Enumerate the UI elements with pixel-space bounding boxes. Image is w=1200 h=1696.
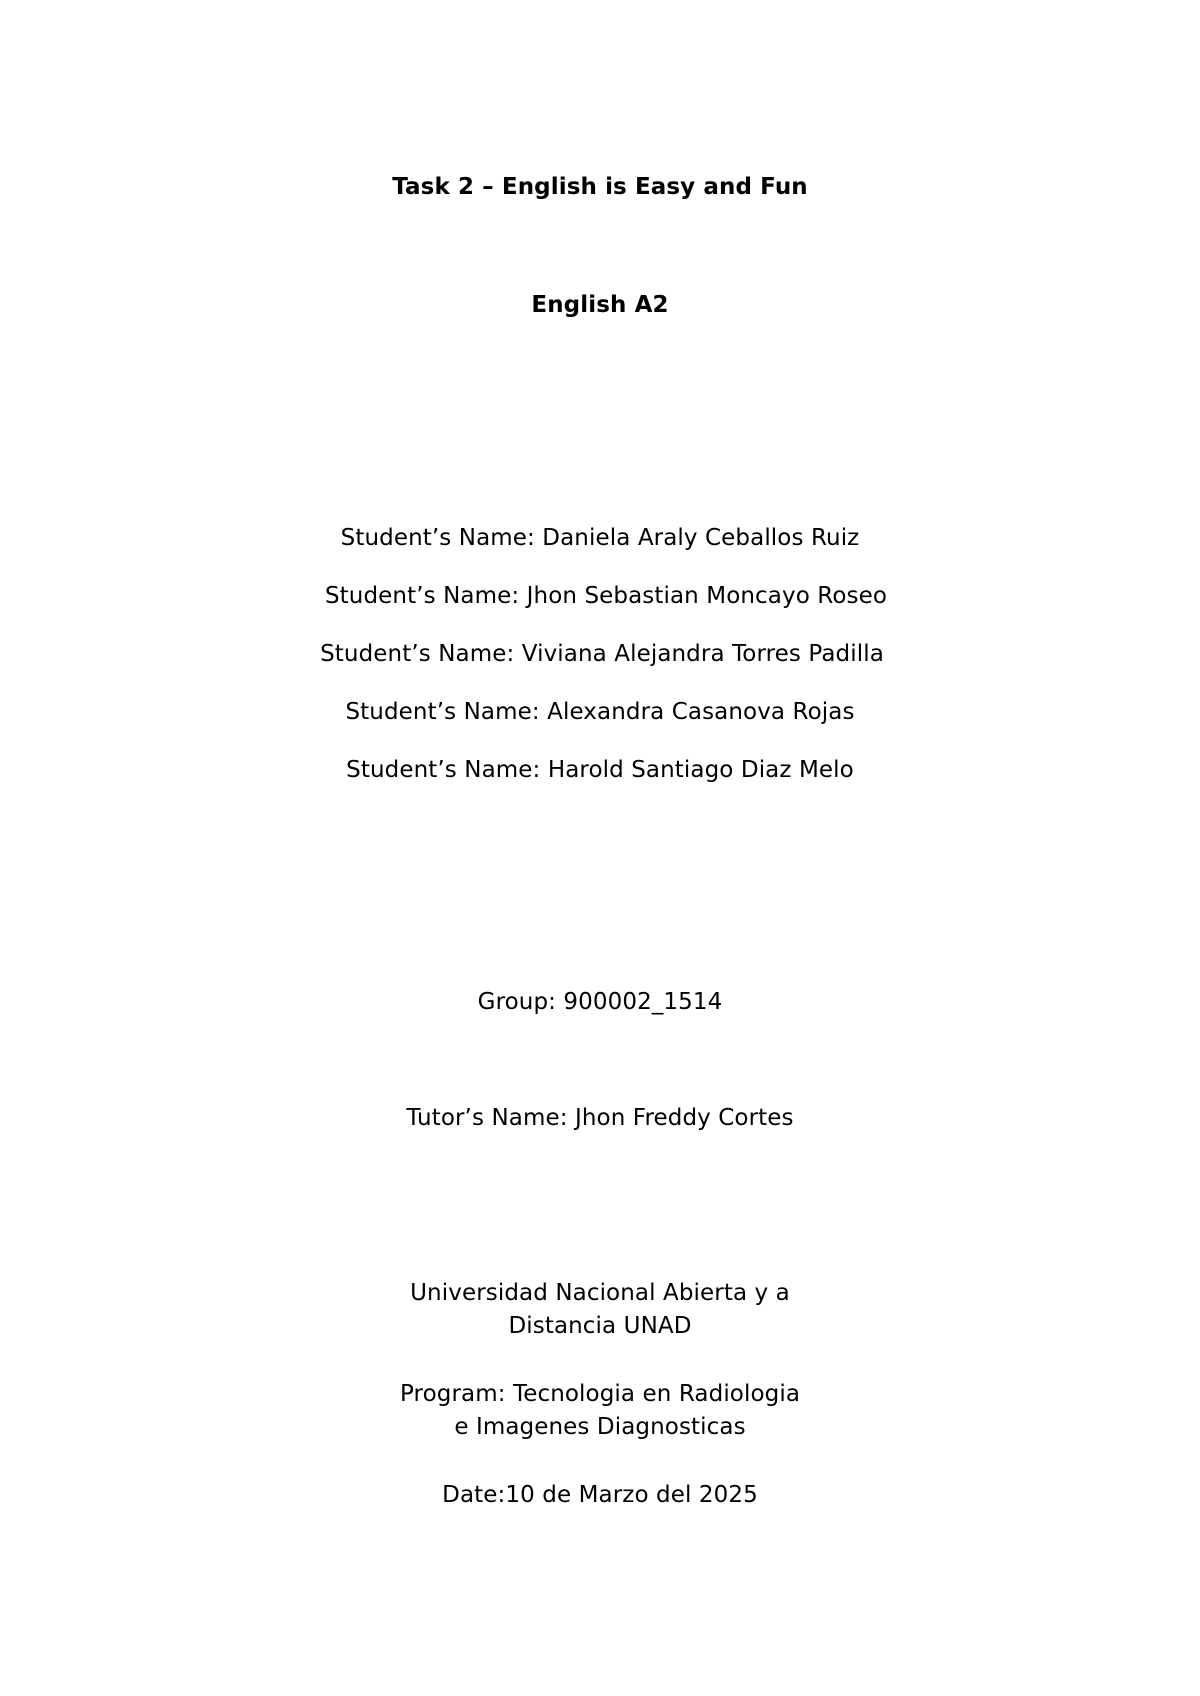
university-line-1: Universidad Nacional Abierta y a: [410, 1280, 790, 1306]
student-name-2: Student’s Name: Jhon Sebastian Moncayo Roseo: [324, 583, 888, 609]
university-line-2: Distancia UNAD: [508, 1313, 692, 1339]
document-title: Task 2 – English is Easy and Fun: [392, 174, 808, 200]
student-name-5: Student’s Name: Harold Santiago Diaz Melo: [346, 757, 854, 783]
tutor-name: Tutor’s Name: Jhon Freddy Cortes: [406, 1105, 794, 1131]
course-subject: English A2: [531, 292, 669, 318]
student-name-4: Student’s Name: Alexandra Casanova Rojas: [345, 699, 855, 725]
program-line-1: Program: Tecnologia en Radiologia: [399, 1381, 801, 1407]
program-line-2: e Imagenes Diagnosticas: [454, 1414, 746, 1440]
group-number: Group: 900002_1514: [477, 989, 723, 1015]
student-name-1: Student’s Name: Daniela Araly Ceballos Ruiz: [340, 525, 860, 551]
submission-date: Date:10 de Marzo del 2025: [442, 1482, 758, 1508]
student-name-3: Student’s Name: Viviana Alejandra Torres Padilla: [320, 641, 884, 667]
